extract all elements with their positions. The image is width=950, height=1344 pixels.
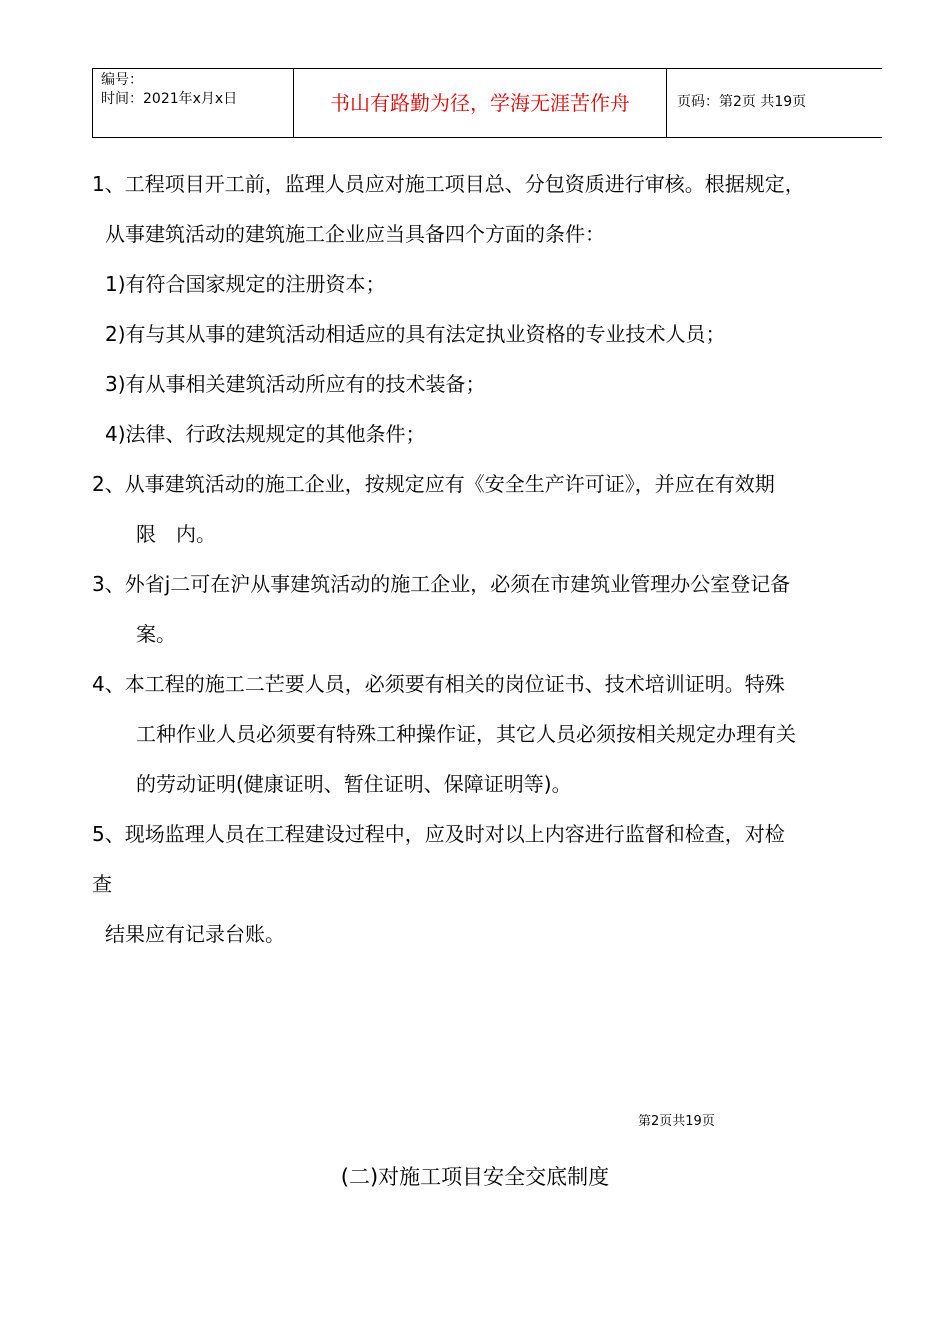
- item4-line1: 4、本工程的施工二芒要人员，必须要有相关的岗位证书、技术培训证明。特殊: [92, 672, 785, 696]
- condition-1: 1)有符合国家规定的注册资本；: [105, 272, 386, 296]
- condition-3: 3)有从事相关建筑活动所应有的技术装备；: [105, 372, 486, 396]
- item1-line1: 1、工程项目开工前，监理人员应对施工项目总、分包资质进行审核。根据规定，: [92, 172, 805, 196]
- document-number-label: 编号：: [101, 72, 143, 88]
- header-info-cell: [92, 69, 294, 137]
- item1-line2: 从事建筑活动的建筑施工企业应当具备四个方面的条件：: [105, 222, 605, 246]
- condition-4: 4)法律、行政法规规定的其他条件；: [105, 422, 426, 446]
- item4-line2: 工种作业人员必须要有特殊工种操作证，其它人员必须按相关规定办理有关: [136, 722, 796, 746]
- header-page-cell: [667, 69, 882, 137]
- condition-2: 2)有与其从事的建筑活动相适应的具有法定执业资格的专业技术人员；: [105, 322, 726, 346]
- header-motto-cell: [294, 69, 667, 137]
- item4-line3: 的劳动证明(健康证明、暂住证明、保障证明等)。: [136, 772, 572, 796]
- footer-page-number: 第2页共19页: [638, 1114, 715, 1129]
- header-page-code: 页码：第2页 共19页: [677, 94, 807, 110]
- section-title: (二)对施工项目安全交底制度: [340, 1165, 610, 1189]
- document-time-label: 时间：2021年x月x日: [101, 91, 238, 107]
- item5-line1: 5、现场监理人员在工程建设过程中，应及时对以上内容进行监督和检查，对检: [92, 822, 785, 846]
- page-header: [92, 68, 882, 138]
- item2-line2: 限 内。: [136, 522, 216, 546]
- item3-line2: 案。: [136, 622, 176, 646]
- item5-line3: 结果应有记录台账。: [105, 922, 285, 946]
- item5-line2: 查: [92, 872, 112, 896]
- item3-line1: 3、外省j二可在沪从事建筑活动的施工企业，必须在市建筑业管理办公室登记备: [92, 572, 791, 596]
- item2-line1: 2、从事建筑活动的施工企业，按规定应有《安全生产许可证》，并应在有效期: [92, 472, 775, 496]
- header-motto: 书山有路勤为径，学海无涯苦作舟: [330, 91, 630, 115]
